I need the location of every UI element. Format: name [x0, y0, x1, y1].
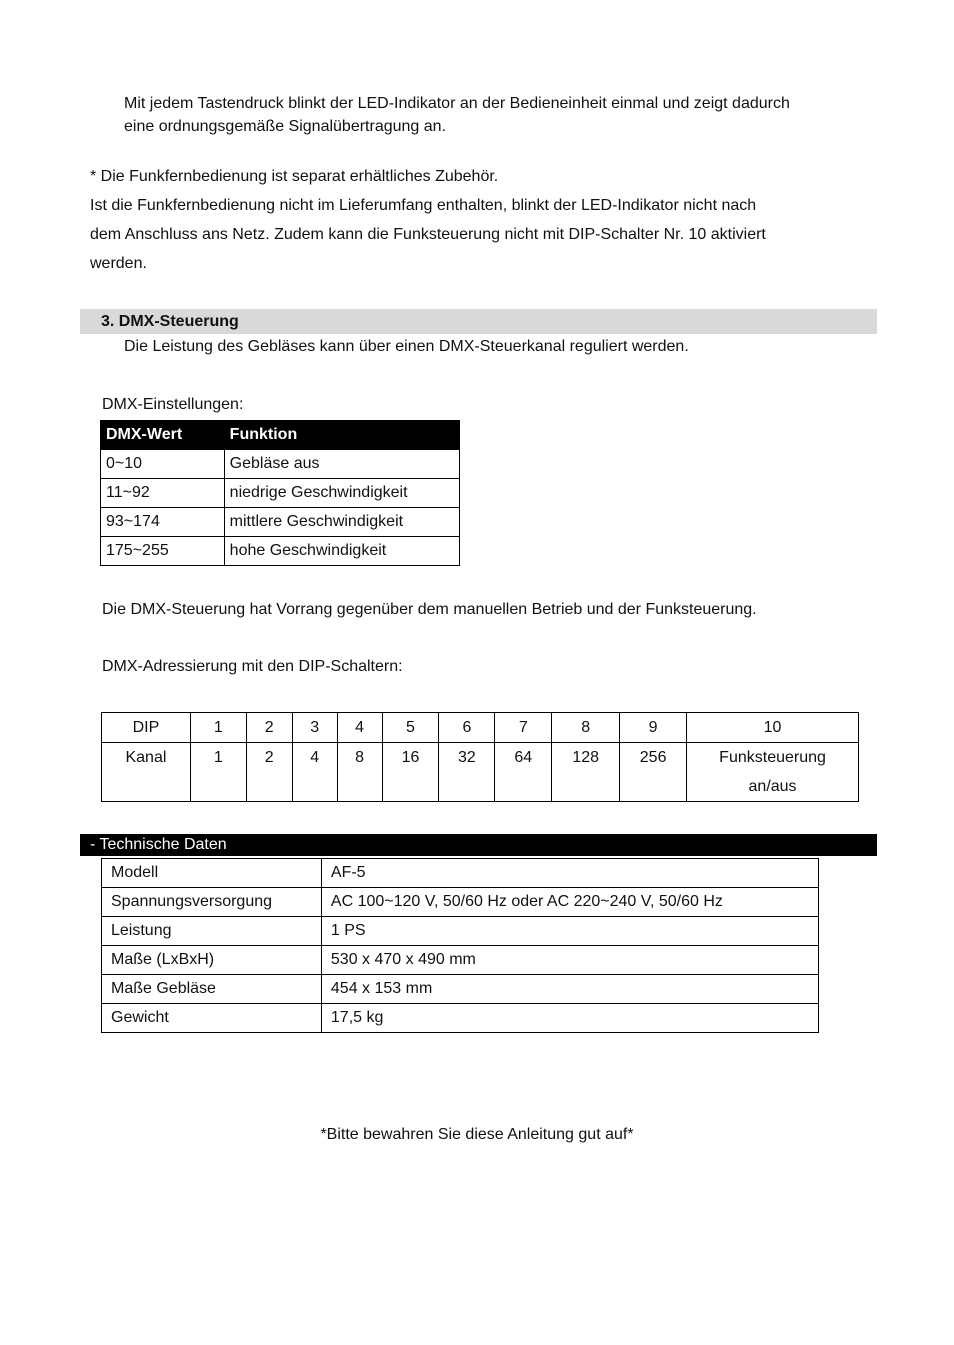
dip-label-cell: DIP [102, 713, 191, 743]
dmx-description: Die Leistung des Gebläses kann über einen DMX-Steuerkanal reguliert werden. [124, 338, 689, 355]
dmx-table-header-value: DMX-Wert [101, 421, 225, 450]
spec-value-cell: AF-5 [321, 859, 818, 888]
channel-cell: 32 [439, 743, 495, 802]
dip-cell: 6 [439, 713, 495, 743]
dmx-table-header-row [101, 421, 460, 450]
tech-section-title: - Technische Daten [90, 836, 227, 853]
table-row [102, 946, 819, 975]
dmx-priority-note: Die DMX-Steuerung hat Vorrang gegenüber dem manuellen Betrieb und der Funksteuerung. [102, 601, 757, 618]
dip-cell: 7 [495, 713, 552, 743]
tech-section-header [80, 834, 877, 856]
table-row [102, 859, 819, 888]
table-row [101, 508, 460, 537]
dmx-function-cell: Gebläse aus [224, 450, 459, 479]
remote-note-line-3: dem Anschluss ans Netz. Zudem kann die Funksteuerung nicht mit DIP-Schalter Nr. 10 aktiviert [90, 226, 766, 243]
spec-value-cell: 454 x 153 mm [321, 975, 818, 1004]
spec-value-cell: 17,5 kg [321, 1004, 818, 1033]
dip-cell: 9 [620, 713, 687, 743]
dip-cell: 4 [337, 713, 382, 743]
dip-row [102, 713, 859, 743]
dip-cell: 3 [292, 713, 337, 743]
dip-switch-table [101, 712, 859, 802]
intro-paragraph [124, 92, 790, 138]
spec-label-cell: Maße (LxBxH) [102, 946, 322, 975]
dip-cell: 8 [552, 713, 620, 743]
channel-cell: 128 [552, 743, 620, 802]
channel-cell: 4 [292, 743, 337, 802]
channel-row [102, 743, 859, 802]
channel-cell-radio-control [687, 743, 859, 802]
dmx-function-cell: hohe Geschwindigkeit [224, 537, 459, 566]
dip-cell: 5 [382, 713, 439, 743]
spec-value-cell: 1 PS [321, 917, 818, 946]
dmx-function-cell: niedrige Geschwindigkeit [224, 479, 459, 508]
remote-note-line-1: * Die Funkfernbedienung ist separat erhältliches Zubehör. [90, 168, 499, 185]
radio-control-on-off: an/aus [748, 778, 797, 795]
spec-label-cell: Maße Gebläse [102, 975, 322, 1004]
dmx-value-cell: 175~255 [101, 537, 225, 566]
remote-note-line-4: werden. [90, 255, 147, 272]
dmx-function-cell: mittlere Geschwindigkeit [224, 508, 459, 537]
dip-cell: 2 [246, 713, 292, 743]
dmx-value-cell: 11~92 [101, 479, 225, 508]
dip-cell: 10 [687, 713, 859, 743]
channel-cell: 256 [620, 743, 687, 802]
intro-line-1: Mit jedem Tastendruck blinkt der LED-Indikator an der Bedieneinheit einmal und zeigt dadurch [124, 95, 790, 112]
channel-cell: 1 [190, 743, 246, 802]
channel-cell: 16 [382, 743, 439, 802]
remote-note [90, 162, 766, 278]
spec-label-cell: Modell [102, 859, 322, 888]
table-row [102, 888, 819, 917]
dmx-value-cell: 0~10 [101, 450, 225, 479]
dmx-value-cell: 93~174 [101, 508, 225, 537]
table-row [101, 450, 460, 479]
dip-cell: 1 [190, 713, 246, 743]
channel-label-cell: Kanal [102, 743, 191, 802]
dmx-section-header [80, 309, 877, 334]
dmx-settings-table [100, 420, 460, 566]
dmx-table-header-function: Funktion [224, 421, 459, 450]
dmx-addressing-label: DMX-Adressierung mit den DIP-Schaltern: [102, 658, 403, 675]
remote-note-line-2: Ist die Funkfernbedienung nicht im Lieferumfang enthalten, blinkt der LED-Indikator nicht nach [90, 197, 757, 214]
channel-cell: 64 [495, 743, 552, 802]
tech-data-table [101, 858, 819, 1033]
dmx-section-title: 3. DMX-Steuerung [101, 313, 239, 330]
spec-label-cell: Gewicht [102, 1004, 322, 1033]
radio-control-label: Funksteuerung [719, 749, 826, 766]
intro-line-2: eine ordnungsgemäße Signalübertragung an. [124, 118, 447, 135]
spec-label-cell: Spannungsversorgung [102, 888, 322, 917]
spec-value-cell: AC 100~120 V, 50/60 Hz oder AC 220~240 V, 50/60 Hz [321, 888, 818, 917]
dmx-settings-label: DMX-Einstellungen: [102, 396, 244, 413]
spec-label-cell: Leistung [102, 917, 322, 946]
spec-value-cell: 530 x 470 x 490 mm [321, 946, 818, 975]
table-row [102, 975, 819, 1004]
table-row [102, 917, 819, 946]
channel-cell: 2 [246, 743, 292, 802]
channel-cell: 8 [337, 743, 382, 802]
table-row [101, 479, 460, 508]
table-row [102, 1004, 819, 1033]
footer-note: *Bitte bewahren Sie diese Anleitung gut auf* [320, 1126, 634, 1143]
table-row [101, 537, 460, 566]
